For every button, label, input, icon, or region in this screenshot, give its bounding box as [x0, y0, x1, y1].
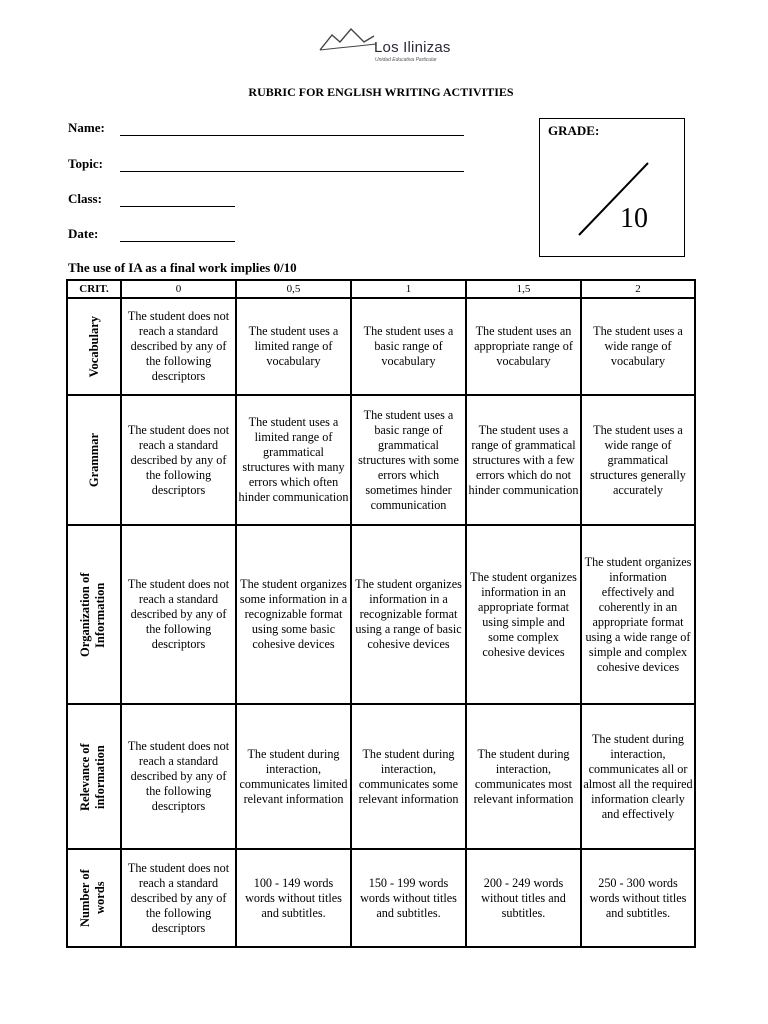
class-field[interactable]	[120, 206, 235, 207]
descriptor-cell: The student does not reach a standard described by any of the following descriptors	[121, 704, 236, 849]
descriptor-cell: The student during interaction, communicates limited relevant information	[236, 704, 351, 849]
school-logo	[318, 26, 458, 74]
descriptor-cell: The student during interaction, communicates most relevant information	[466, 704, 581, 849]
criterion-label: Organization of Information	[78, 572, 107, 657]
grade-box[interactable]	[539, 118, 685, 257]
criterion-cell	[67, 525, 121, 704]
name-label: Name:	[68, 120, 105, 135]
document-title: RUBRIC FOR ENGLISH WRITING ACTIVITIES	[248, 85, 514, 99]
descriptor-cell: The student during interaction, communicates some relevant information	[351, 704, 466, 849]
mountains-logo-icon	[318, 26, 378, 56]
header-score: 1	[351, 280, 466, 298]
descriptor-cell: The student uses an appropriate range of vocabulary	[466, 298, 581, 395]
table-row	[67, 395, 695, 525]
topic-field[interactable]	[120, 171, 464, 172]
date-label: Date:	[68, 226, 99, 241]
table-row	[67, 298, 695, 395]
criterion-label: Number of words	[78, 869, 107, 927]
descriptor-cell: The student organizes information in an appropriate format using simple and some complex cohesive devices	[466, 525, 581, 704]
descriptor-cell: The student uses a limited range of vocabulary	[236, 298, 351, 395]
table-row	[67, 849, 695, 947]
criterion-cell	[67, 849, 121, 947]
grade-label: GRADE:	[548, 123, 600, 138]
header-crit: CRIT.	[67, 280, 121, 298]
descriptor-cell: The student organizes some information in a recognizable format using some basic cohesive devices	[236, 525, 351, 704]
descriptor-cell: 250 - 300 words words without titles and subtitles.	[581, 849, 695, 947]
descriptor-cell: The student uses a basic range of grammatical structures with some errors which sometimes hinder communication	[351, 395, 466, 525]
table-header-row	[67, 280, 695, 298]
descriptor-cell: The student uses a wide range of grammatical structures generally accurately	[581, 395, 695, 525]
ia-note: The use of IA as a final work implies 0/10	[68, 260, 297, 275]
fraction-slash	[540, 119, 686, 258]
descriptor-cell: The student does not reach a standard described by any of the following descriptors	[121, 395, 236, 525]
descriptor-cell: The student uses a basic range of vocabulary	[351, 298, 466, 395]
descriptor-cell: The student uses a limited range of grammatical structures with many errors which often hinder communication	[236, 395, 351, 525]
descriptor-cell: 200 - 249 words without titles and subtitles.	[466, 849, 581, 947]
criterion-cell	[67, 704, 121, 849]
name-field[interactable]	[120, 135, 464, 136]
logo-name: Los Ilinizas	[374, 39, 451, 56]
header-score: 2	[581, 280, 695, 298]
rubric-table	[66, 279, 696, 948]
descriptor-cell: 100 - 149 words words without titles and subtitles.	[236, 849, 351, 947]
criterion-label: Grammar	[86, 432, 101, 488]
descriptor-cell: The student does not reach a standard described by any of the following descriptors	[121, 525, 236, 704]
header-score: 1,5	[466, 280, 581, 298]
header-score: 0	[121, 280, 236, 298]
criterion-cell	[67, 395, 121, 525]
descriptor-cell: The student uses a wide range of vocabulary	[581, 298, 695, 395]
criterion-label: Vocabulary	[86, 315, 101, 378]
descriptor-cell: The student organizes information in a recognizable format using a range of basic cohesive devices	[351, 525, 466, 704]
table-row	[67, 525, 695, 704]
descriptor-cell: The student does not reach a standard described by any of the following descriptors	[121, 298, 236, 395]
topic-label: Topic:	[68, 156, 103, 171]
descriptor-cell: The student does not reach a standard described by any of the following descriptors	[121, 849, 236, 947]
descriptor-cell: The student during interaction, communicates all or almost all the required information clearly and effectively	[581, 704, 695, 849]
header-score: 0,5	[236, 280, 351, 298]
descriptor-cell: The student uses a range of grammatical structures with a few errors which do not hinder communication	[466, 395, 581, 525]
descriptor-cell: 150 - 199 words words without titles and subtitles.	[351, 849, 466, 947]
class-label: Class:	[68, 191, 102, 206]
descriptor-cell: The student organizes information effectively and coherently in an appropriate format using a wide range of simple and complex cohesive devices	[581, 525, 695, 704]
logo-subtitle: Unidad Educativa Particular	[375, 57, 437, 63]
grade-max: 10	[620, 203, 648, 234]
criterion-cell	[67, 298, 121, 395]
table-row	[67, 704, 695, 849]
criterion-label: Relevance of information	[78, 742, 107, 811]
date-field[interactable]	[120, 241, 235, 242]
